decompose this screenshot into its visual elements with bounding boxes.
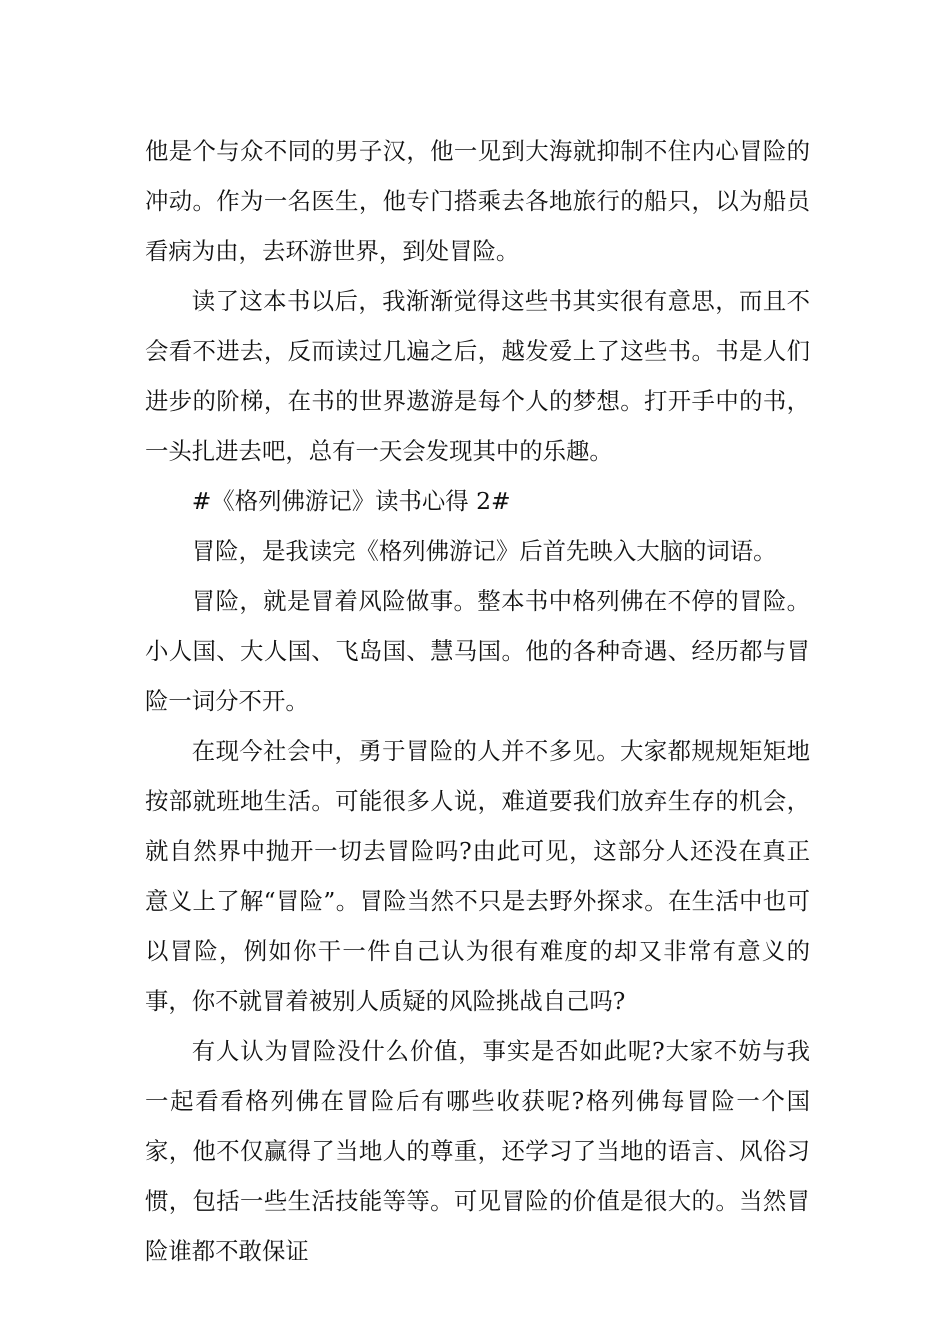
paragraph: 冒险，就是冒着风险做事。整本书中格列佛在不停的冒险。小人国、大人国、飞岛国、慧马国。他的各种奇遇、经历都与冒险一词分不开。 bbox=[145, 587, 810, 715]
paragraph: 有人认为冒险没什么价值，事实是否如此呢?大家不妨与我一起看看格列佛在冒险后有哪些收获呢?格列佛每冒险一个国家，他不仅赢得了当地人的尊重，还学习了当地的语言、风俗习惯，包括一些生活技能等等。可见冒险的价值是很大的。当然冒险谁都不敢保证 bbox=[145, 1037, 810, 1265]
section-heading: #《格列佛游记》读书心得 2# bbox=[191, 487, 511, 515]
paragraph: 冒险，是我读完《格列佛游记》后首先映入大脑的词语。 bbox=[191, 537, 777, 565]
document-body bbox=[145, 126, 810, 1276]
paragraph-continued: 他是个与众不同的男子汉，他一见到大海就抑制不住内心冒险的冲动。作为一名医生，他专门搭乘去各地旅行的船只，以为船员看病为由，去环游世界，到处冒险。 bbox=[145, 137, 810, 265]
paragraph: 读了这本书以后，我渐渐觉得这些书其实很有意思，而且不会看不进去，反而读过几遍之后，越发爱上了这些书。书是人们进步的阶梯，在书的世界遨游是每个人的梦想。打开手中的书，一头扎进去吧，总有一天会发现其中的乐趣。 bbox=[145, 287, 810, 465]
paragraph: 在现今社会中，勇于冒险的人并不多见。大家都规规矩矩地按部就班地生活。可能很多人说，难道要我们放弃生存的机会，就自然界中抛开一切去冒险吗?由此可见，这部分人还没在真正意义上了解“冒险”。冒险当然不只是去野外探求。在生活中也可以冒险，例如你干一件自己认为很有难度的却又非常有意义的事，你不就冒着被别人质疑的风险挑战自己吗? bbox=[145, 737, 810, 1015]
